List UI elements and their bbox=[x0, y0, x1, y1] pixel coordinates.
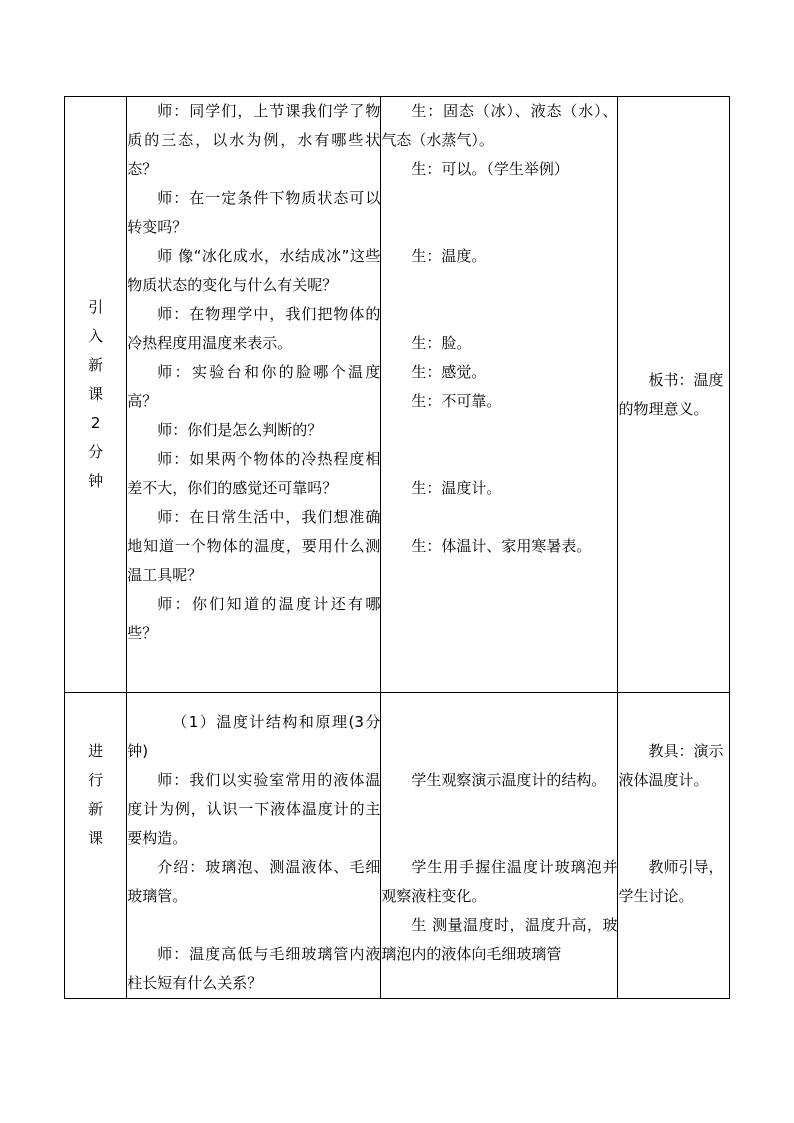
teacher-line: 师：我们以实验室常用的液体温度计为例，认识一下液体温度计的主要构造。 bbox=[127, 771, 381, 847]
teacher-line: 师 像“冰化成水，水结成冰”这些物质状态的变化与什么有关呢？ bbox=[127, 247, 381, 294]
teacher-line: 师：实验台和你的脸哪个温度高？ bbox=[127, 363, 381, 410]
teacher-line: 师：你们是怎么判断的？ bbox=[157, 421, 323, 439]
student-line: 生：温度计。 bbox=[411, 479, 502, 497]
student-line: 生：脸。 bbox=[411, 334, 472, 352]
teacher-line: （1）温度计结构和原理(3分钟) bbox=[127, 713, 381, 760]
student-activity-cell bbox=[381, 693, 618, 999]
lesson-plan-table bbox=[64, 96, 730, 999]
student-line: 生：温度。 bbox=[411, 247, 487, 265]
notes-cell bbox=[618, 97, 730, 693]
student-line: 生 测量温度时，温度升高，玻璃泡内的液体向毛细玻璃管 bbox=[381, 916, 618, 963]
stage-label: 引入新课2分钟 bbox=[88, 298, 104, 490]
table-row bbox=[65, 693, 730, 999]
teacher-line: 师：温度高低与毛细玻璃管内液柱长短有什么关系？ bbox=[127, 945, 381, 992]
student-activity-cell bbox=[381, 97, 618, 693]
student-line: 生：固态（冰）、液态（水）、气态（水蒸气）。 bbox=[381, 102, 618, 149]
teacher-line: 介绍：玻璃泡、测温液体、毛细玻璃管。 bbox=[127, 858, 381, 905]
student-line: 生：不可靠。 bbox=[411, 392, 502, 410]
notes-cell bbox=[618, 693, 730, 999]
note-line: 板书：温度的物理意义。 bbox=[618, 370, 724, 418]
student-line: 学生用手握住温度计玻璃泡并观察液柱变化。 bbox=[381, 858, 618, 905]
teacher-line: 师：你们知道的温度计还有哪些？ bbox=[127, 595, 381, 642]
stage-cell bbox=[65, 693, 127, 999]
teacher-line: 师：同学们，上节课我们学了物质的三态，以水为例，水有哪些状态？ bbox=[127, 102, 381, 178]
stage-cell bbox=[65, 97, 127, 693]
teacher-line: 师：在物理学中，我们把物体的冷热程度用温度来表示。 bbox=[127, 305, 381, 352]
student-line: 生：体温计、家用寒暑表。 bbox=[411, 537, 592, 555]
teacher-line: 师：在日常生活中，我们想准确地知道一个物体的温度，要用什么测温工具呢？ bbox=[127, 508, 381, 584]
note-line: 教具：演示液体温度计。 bbox=[618, 742, 724, 789]
stage-label: 进行新课 bbox=[88, 742, 104, 847]
student-line: 学生观察演示温度计的结构。 bbox=[411, 771, 607, 789]
teacher-activity-cell bbox=[127, 97, 381, 693]
note-line: 教师引导，学生讨论。 bbox=[618, 858, 724, 905]
student-line: 生：感觉。 bbox=[411, 363, 487, 381]
student-line: 生：可以。（学生举例） bbox=[411, 160, 569, 178]
teacher-activity-cell bbox=[127, 693, 381, 999]
teacher-line: 师：在一定条件下物质状态可以转变吗？ bbox=[127, 189, 381, 236]
teacher-line: 师：如果两个物体的冷热程度相差不大，你们的感觉还可靠吗？ bbox=[127, 450, 381, 497]
table-row bbox=[65, 97, 730, 693]
